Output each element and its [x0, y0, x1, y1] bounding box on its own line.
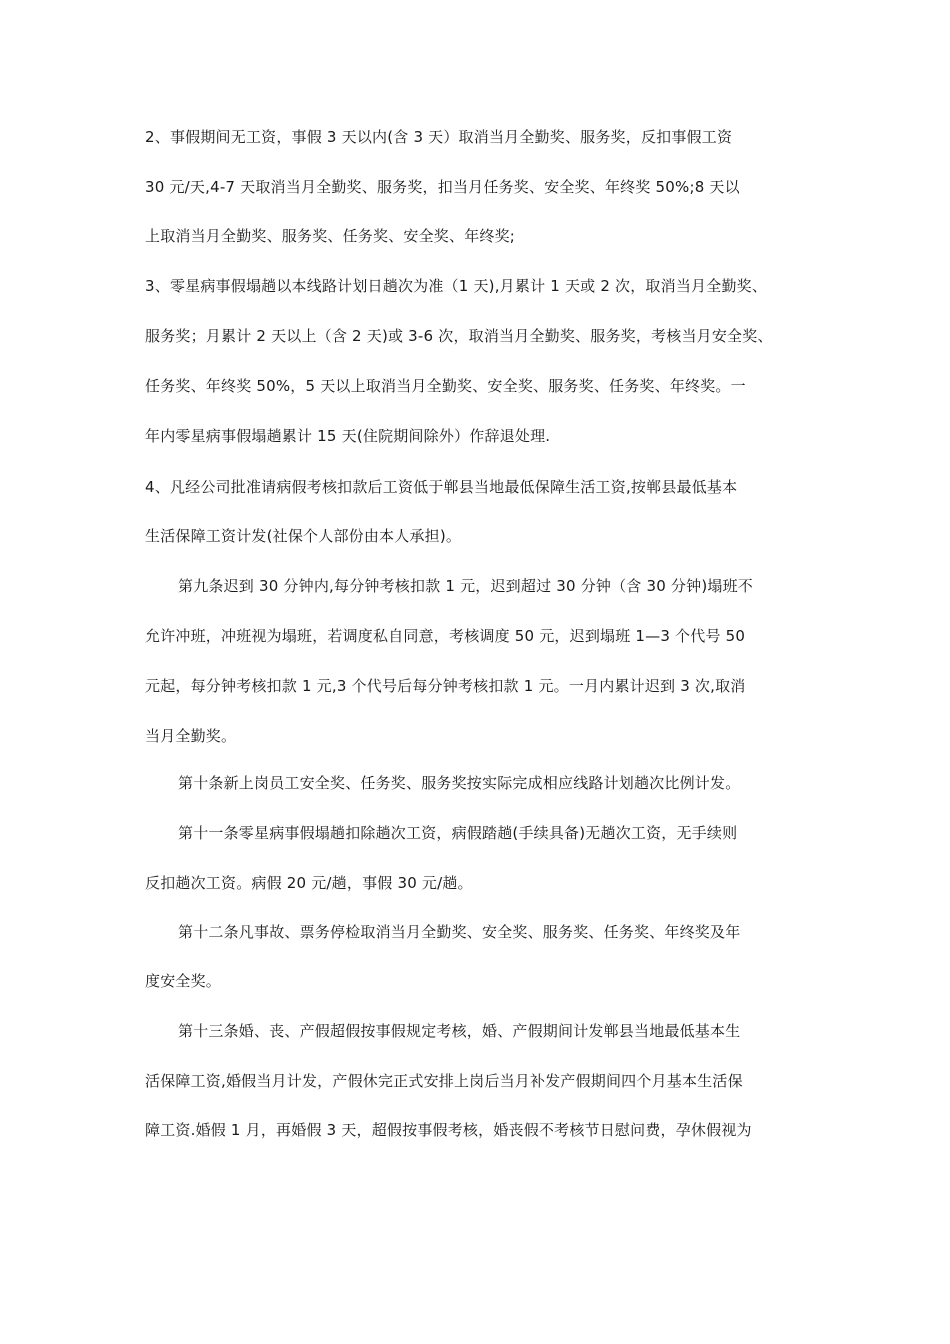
- text-line: 反扣趟次工资。病假 20 元/趟，事假 30 元/趟。: [145, 874, 473, 892]
- text-line: 生活保障工资计发(社保个人部份由本人承担)。: [145, 527, 462, 545]
- text-line: 4、凡经公司批准请病假考核扣款后工资低于郸县当地最低保障生活工资,按郸县最低基本: [145, 478, 738, 496]
- text-line: 第十条新上岗员工安全奖、任务奖、服务奖按实际完成相应线路计划趟次比例计发。: [178, 774, 741, 792]
- text-line: 当月全勤奖。: [145, 727, 237, 745]
- text-line: 服务奖；月累计 2 天以上（含 2 天)或 3-6 次，取消当月全勤奖、服务奖，考核当月安全奖、: [145, 327, 773, 345]
- text-line: 允许冲班，冲班视为塌班，若调度私自同意，考核调度 50 元，迟到塌班 1—3 个代号 50: [145, 627, 746, 645]
- text-line: 元起，每分钟考核扣款 1 元,3 个代号后每分钟考核扣款 1 元。一月内累计迟到 3 次,取消: [145, 677, 746, 695]
- text-line: 第十二条凡事故、票务停检取消当月全勤奖、安全奖、服务奖、任务奖、年终奖及年: [178, 923, 741, 941]
- text-line: 上取消当月全勤奖、服务奖、任务奖、安全奖、年终奖;: [145, 227, 516, 245]
- text-line: 30 元/天,4-7 天取消当月全勤奖、服务奖，扣当月任务奖、安全奖、年终奖 50%;8 天以: [145, 178, 740, 196]
- text-line: 度安全奖。: [145, 972, 222, 990]
- text-line: 活保障工资,婚假当月计发，产假休完正式安排上岗后当月补发产假期间四个月基本生活保: [145, 1072, 743, 1090]
- text-line: 2、事假期间无工资，事假 3 天以内(含 3 天）取消当月全勤奖、服务奖，反扣事假工资: [145, 128, 733, 146]
- text-line: 3、零星病事假塌趟以本线路计划日趟次为准（1 天),月累计 1 天或 2 次，取消当月全勤奖、: [145, 277, 768, 295]
- text-line: 第九条迟到 30 分钟内,每分钟考核扣款 1 元，迟到超过 30 分钟（含 30 分钟)塌班不: [178, 577, 753, 595]
- text-line: 障工资.婚假 1 月，再婚假 3 天，超假按事假考核，婚丧假不考核节日慰问费，孕休假视为: [145, 1121, 752, 1139]
- text-line: 年内零星病事假塌趟累计 15 天(住院期间除外）作辞退处理.: [145, 427, 551, 445]
- text-line: 第十三条婚、丧、产假超假按事假规定考核，婚、产假期间计发郸县当地最低基本生: [178, 1022, 741, 1040]
- text-line: 第十一条零星病事假塌趟扣除趟次工资，病假踏趟(手续具备)无趟次工资，无手续则: [178, 824, 738, 842]
- text-line: 任务奖、年终奖 50%，5 天以上取消当月全勤奖、安全奖、服务奖、任务奖、年终奖。一: [145, 377, 746, 395]
